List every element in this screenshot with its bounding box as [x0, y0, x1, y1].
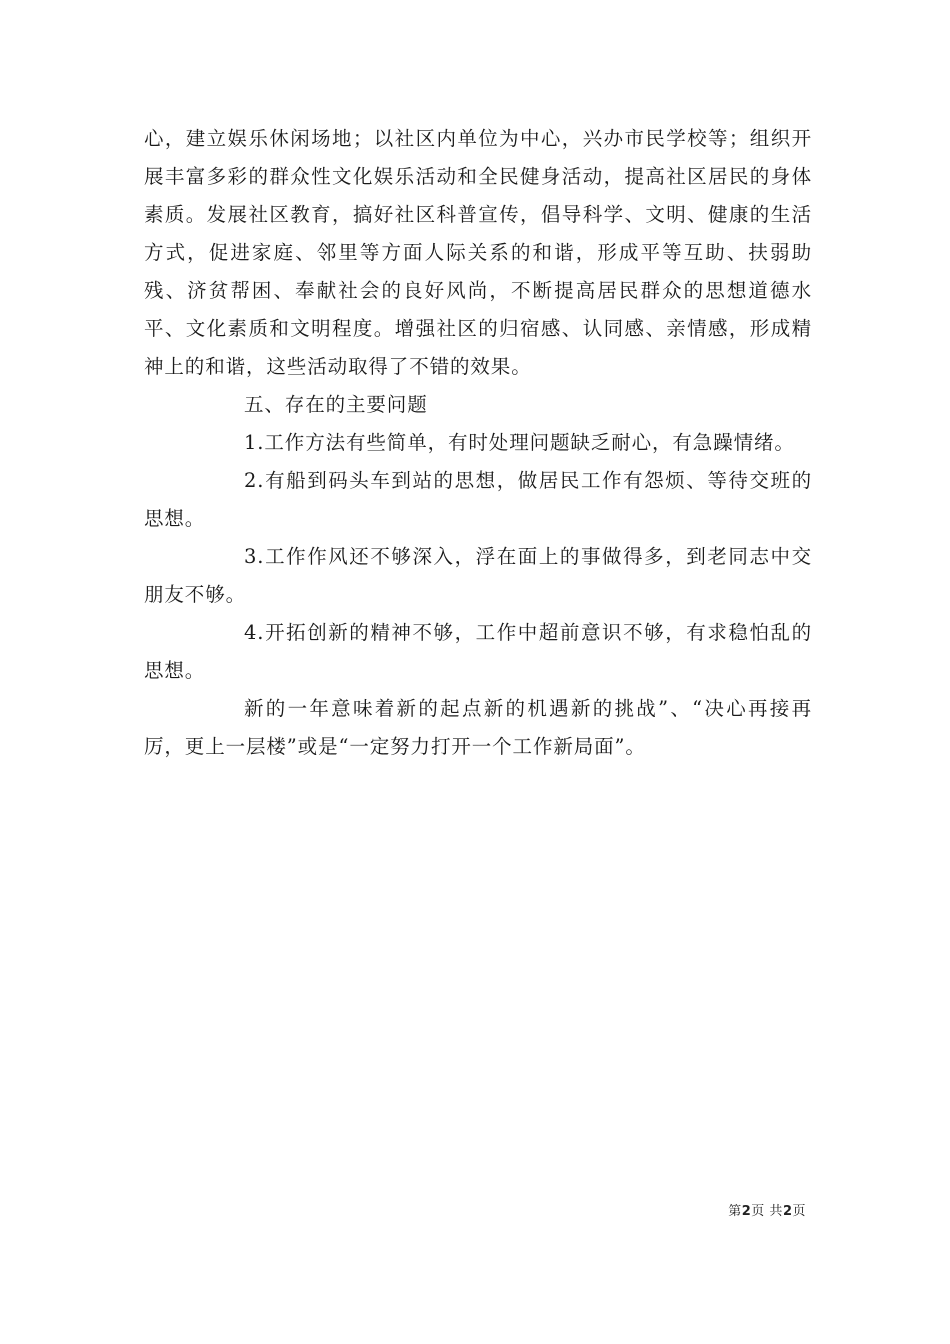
problem-item-1: 1.工作方法有些简单，有时处理问题缺乏耐心，有急躁情绪。	[244, 431, 795, 454]
problem-item-2: 2.有船到码头车到站的思想，做居民工作有怨烦、等待交班的思想。	[144, 469, 812, 530]
footer-current-page: 2	[741, 1204, 752, 1219]
problem-item-4: 4.开拓创新的精神不够，工作中超前意识不够，有求稳怕乱的思想。	[144, 621, 812, 682]
problem-item-3: 3.工作作风还不够深入，浮在面上的事做得多，到老同志中交朋友不够。	[144, 545, 812, 606]
footer-prefix: 第	[728, 1204, 742, 1219]
section-heading-main-problems: 五、存在的主要问题	[244, 393, 428, 416]
footer-total-pages: 2	[782, 1204, 793, 1219]
footer-suffix: 页	[792, 1204, 806, 1219]
page-number-footer	[728, 1203, 806, 1221]
document-body	[144, 120, 812, 766]
paragraph-new-year: 新的一年意味着新的起点新的机遇新的挑战”、“决心再接再厉，更上一层楼”或是“一定努力打开一个工作新局面”。	[144, 697, 812, 758]
paragraph-community-activities: 心，建立娱乐休闲场地；以社区内单位为中心，兴办市民学校等；组织开展丰富多彩的群众性文化娱乐活动和全民健身活动，提高社区居民的身体素质。发展社区教育，搞好社区科普宣传，倡导科学、文明、健康的生活方式，促进家庭、邻里等方面人际关系的和谐，形成平等互助、扶弱助残、济贫帮困、奉献社会的良好风尚，不断提高居民群众的思想道德水平、文化素质和文明程度。增强社区的归宿感、认同感、亲情感，形成精神上的和谐，这些活动取得了不错的效果。	[144, 127, 812, 378]
footer-middle: 页 共	[751, 1204, 783, 1219]
